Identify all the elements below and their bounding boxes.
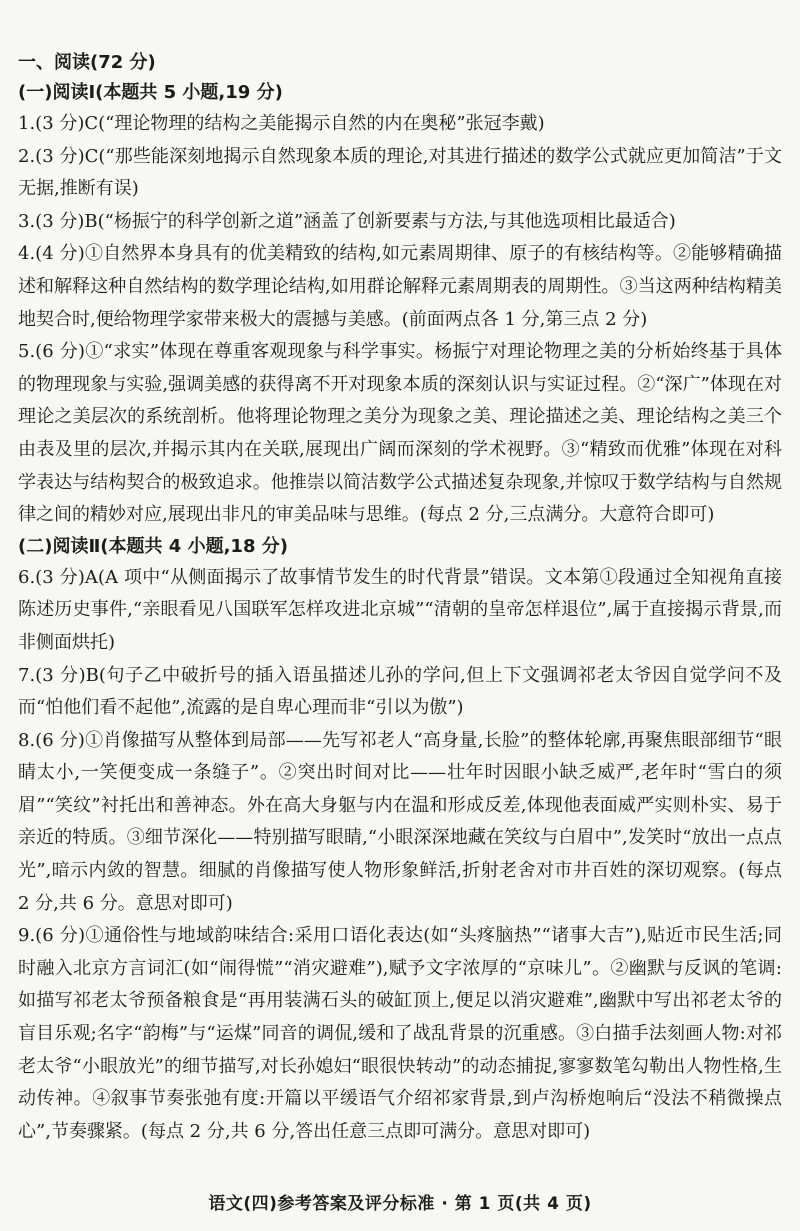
answer-item-5: 5.(6 分)①“求实”体现在尊重客观现象与科学事实。杨振宁对理论物理之美的分析始终基于具体的物理现象与实验,强调美感的获得离不开对现象本质的深刻认识与实证过程。②“深广”体现在对理论之美层次的系统剖析。他将理论物理之美分为现象之美、理论描述之美、理论结构之美三个由表及里的层次,并揭示其内在关联,展现出广阔而深刻的学术视野。③“精致而优雅”体现在对科学表达与结构契合的极致追求。他推崇以简洁数学公式描述复杂现象,并惊叹于数学结构与自然规律之间的精妙对应,展现出非凡的审美品味与思维。(每点 2 分,三点满分。大意符合即可)	[18, 341, 782, 526]
answer-item-1: 1.(3 分)C(“理论物理的结构之美能揭示自然的内在奥秘”张冠李戴)	[18, 113, 545, 134]
answer-item-3: 3.(3 分)B(“杨振宁的科学创新之道”涵盖了创新要素与方法,与其他选项相比最适合)	[18, 210, 676, 232]
page-footer: 语文(四)参考答案及评分标准 · 第 1 页(共 4 页)	[208, 1194, 592, 1214]
part2-title: (二)阅读Ⅱ(本题共 4 小题,18 分)	[18, 535, 288, 557]
answer-item-9: 9.(6 分)①通俗性与地域韵味结合:采用口语化表达(如“头疼脑热”“诸事大吉”),贴近市民生活;同时融入北京方言词汇(如“闹得慌”“消灾避难”),赋予文字浓厚的“京味儿”。②幽默与反讽的笔调:如描写祁老太爷预备粮食是“再用装满石头的破缸顶上,便足以消灾避难”,幽默中写出祁老太爷的盲目乐观;名字“韵梅”与“运煤”同音的调侃,缓和了战乱背景的沉重感。③白描手法刻画人物:对祁老太爷“小眼放光”的细节描写,对长孙媳妇“眼很快转动”的动态捕捉,寥寥数笔勾勒出人物性格,生动传神。④叙事节奏张弛有度:开篇以平缓语气介绍祁家背景,到卢沟桥炮响后“没法不稍微操点心”,节奏骤紧。(每点 2 分,共 6 分,答出任意三点即可满分。意思对即可)	[18, 925, 782, 1142]
answer-item-4: 4.(4 分)①自然界本身具有的优美精致的结构,如元素周期律、原子的有核结构等。②能够精确描述和解释这种自然结构的数学理论结构,如用群论解释元素周期表的周期性。③当这两种结构精美地契合时,便给物理学家带来极大的震撼与美感。(前面两点各 1 分,第三点 2 分)	[18, 243, 782, 330]
answer-item-2: 2.(3 分)C(“那些能深刻地揭示自然现象本质的理论,对其进行描述的数学公式就应更加简洁”于文无据,推断有误)	[18, 145, 782, 200]
part1-title: (一)阅读Ⅰ(本题共 5 小题,19 分)	[18, 82, 283, 103]
section-title: 一、阅读(72 分)	[18, 52, 156, 73]
answer-item-7: 7.(3 分)B(句子乙中破折号的插入语虽描述儿孙的学问,但上下文强调祁老太爷因自觉学问不及而“怕他们看不起他”,流露的是自卑心理而非“引以为傲”)	[18, 664, 782, 719]
answer-item-6: 6.(3 分)A(A 项中“从侧面揭示了故事情节发生的时代背景”错误。文本第①段通过全知视角直接陈述历史事件,“亲眼看见八国联军怎样攻进北京城”“清朝的皇帝怎样退位”,属于直接揭示背景,而非侧面烘托)	[18, 566, 782, 653]
answer-item-8: 8.(6 分)①肖像描写从整体到局部——先写祁老人“高身量,长脸”的整体轮廓,再聚焦眼部细节“眼睛太小,一笑便变成一条缝子”。②突出时间对比——壮年时因眼小缺乏威严,老年时“雪白的须眉”“笑纹”衬托出和善神态。外在高大身躯与内在温和形成反差,体现他表面威严实则朴实、易于亲近的特质。③细节深化——特别描写眼睛,“小眼深深地藏在笑纹与白眉中”,发笑时“放出一点点光”,暗示内敛的智慧。细腻的肖像描写使人物形象鲜活,折射老舍对市井百姓的深切观察。(每点 2 分,共 6 分。意思对即可)	[18, 729, 782, 914]
